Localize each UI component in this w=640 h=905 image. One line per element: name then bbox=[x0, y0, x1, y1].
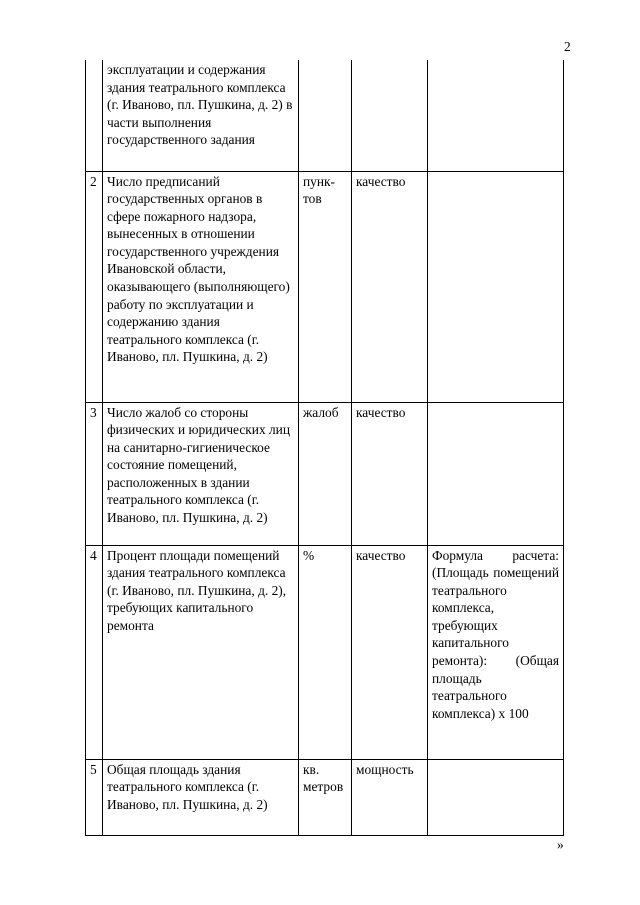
table-row bbox=[86, 171, 564, 402]
row-number bbox=[86, 60, 103, 171]
indicator-type: мощность bbox=[352, 759, 428, 835]
indicator-type: качество bbox=[352, 171, 428, 402]
indicator-name: эксплуатации и содержания здания театрального комплекса (г. Иваново, пл. Пушкина, д. 2) в части выполнения государственного задания bbox=[103, 60, 299, 171]
indicator-name: Число предписаний государственных органов в сфере пожарного надзора, вынесенных в отношении государственного учреждения Ивановской области, оказывающего (выполняющего) работу по эксплуатации и содержанию здания театрального комплекса (г. Иваново, пл. Пушкина, д. 2) bbox=[103, 171, 299, 402]
indicator-name: Число жалоб со стороны физических и юридических лиц на санитарно-гигиеническое состояние помещений, расположенных в здании театрального комплекса (г. Иваново, пл. Пушкина, д. 2) bbox=[103, 402, 299, 545]
closing-quote-mark: » bbox=[557, 837, 564, 852]
indicator-name: Процент площади помещений здания театрального комплекса (г. Иваново, пл. Пушкина, д. 2), требующих капитального ремонта bbox=[103, 545, 299, 759]
calculation-note: Формула расчета: (Площадь помещений театрального комплекса, требующих капитального ремонта): (Общая площадь театрального комплекса) x 100 bbox=[428, 545, 564, 759]
indicator-type: качество bbox=[352, 545, 428, 759]
indicator-type: качество bbox=[352, 402, 428, 545]
table-row bbox=[86, 402, 564, 545]
unit-cell: кв. метров bbox=[299, 759, 352, 835]
calculation-note bbox=[428, 60, 564, 171]
table-row bbox=[86, 759, 564, 835]
unit-cell: жалоб bbox=[299, 402, 352, 545]
indicator-type bbox=[352, 60, 428, 171]
unit-cell: % bbox=[299, 545, 352, 759]
row-number: 3 bbox=[86, 402, 103, 545]
unit-cell: пунк-тов bbox=[299, 171, 352, 402]
calculation-note bbox=[428, 171, 564, 402]
table-row bbox=[86, 545, 564, 759]
indicators-table bbox=[85, 60, 564, 836]
calculation-note bbox=[428, 759, 564, 835]
calculation-note bbox=[428, 402, 564, 545]
indicator-name: Общая площадь здания театрального комплекса (г. Иваново, пл. Пушкина, д. 2) bbox=[103, 759, 299, 835]
table-row bbox=[86, 60, 564, 171]
unit-cell bbox=[299, 60, 352, 171]
row-number: 2 bbox=[86, 171, 103, 402]
row-number: 4 bbox=[86, 545, 103, 759]
row-number: 5 bbox=[86, 759, 103, 835]
page-number: 2 bbox=[564, 39, 571, 54]
